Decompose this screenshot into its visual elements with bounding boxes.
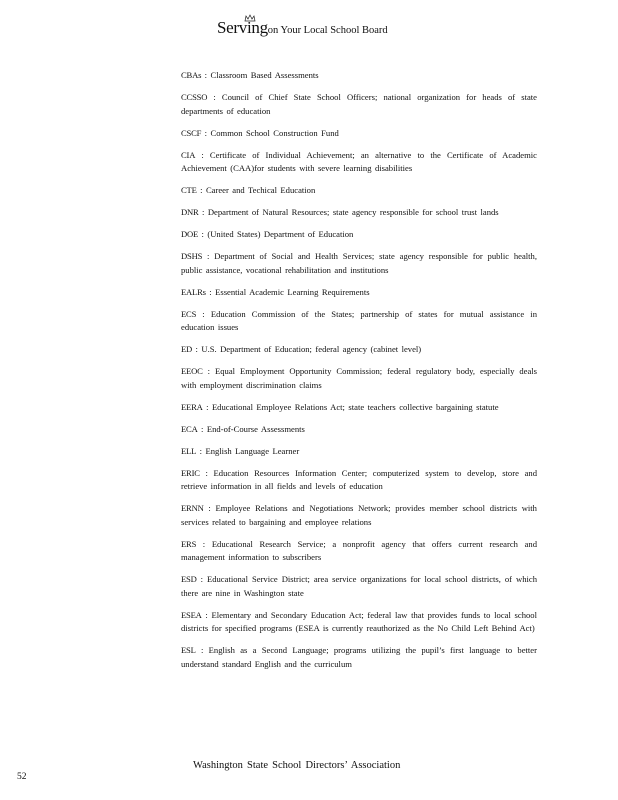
term-separator: : xyxy=(201,127,211,138)
term-separator: : xyxy=(201,70,211,80)
header-big-text: Serving xyxy=(217,18,268,37)
glossary-entry xyxy=(181,206,537,220)
glossary-entry xyxy=(181,308,537,335)
crown-icon xyxy=(244,14,256,22)
glossary-term: ED xyxy=(181,344,193,354)
glossary-entry xyxy=(181,445,537,459)
glossary-entry xyxy=(181,69,537,83)
term-separator: : xyxy=(195,149,210,160)
glossary-entry xyxy=(181,502,537,529)
term-separator: : xyxy=(201,609,212,620)
term-separator: : xyxy=(197,423,207,434)
glossary-entry xyxy=(181,538,537,565)
glossary-entry xyxy=(181,286,537,300)
glossary-term: CSCF xyxy=(181,127,202,138)
glossary-entry xyxy=(181,609,537,636)
glossary-entry xyxy=(181,91,537,118)
glossary-term: CIA xyxy=(181,149,196,160)
glossary-entry xyxy=(181,149,537,176)
glossary-entry xyxy=(181,127,537,141)
glossary-definition: U.S. Department of Education; federal agency (cabinet level) xyxy=(201,344,422,354)
glossary-entry xyxy=(181,250,537,277)
term-separator: : xyxy=(192,344,202,354)
header-rest-text: on Your Local School Board xyxy=(267,25,388,36)
term-separator: : xyxy=(202,251,215,261)
glossary-term: ESL xyxy=(181,645,196,655)
glossary-definition: End-of-Course Assessments xyxy=(206,423,305,434)
glossary-term: CTE xyxy=(181,185,197,195)
glossary-list xyxy=(181,69,537,680)
glossary-definition: Career and Techical Education xyxy=(205,185,316,195)
glossary-entry xyxy=(181,423,537,437)
glossary-term: DNR xyxy=(181,207,199,217)
term-separator: : xyxy=(196,308,211,319)
glossary-definition: English Language Learner xyxy=(205,445,300,456)
term-separator: : xyxy=(196,538,212,549)
glossary-definition: Employee Relations and Negotiations Network; provides member school districts with services related to bargaining and employee relations xyxy=(181,503,537,527)
glossary-definition: Council of Chief State School Officers; national organization for heads of state departments of education xyxy=(181,92,537,116)
glossary-term: ERNN xyxy=(181,503,204,513)
glossary-term: CCSSO xyxy=(181,92,208,102)
glossary-term: ERIC xyxy=(181,467,200,478)
glossary-term: ESEA xyxy=(181,609,202,620)
glossary-term: ERS xyxy=(181,538,197,549)
glossary-definition: Elementary and Secondary Education Act; federal law that provides funds to local school districts for specified programs (ESEA is currently reauthorized as the No Child Left Behind Act) xyxy=(181,609,537,633)
glossary-definition: Department of Social and Health Services; state agency responsible for public health, public assistance, vocational rehabilitation and institutions xyxy=(181,251,537,275)
term-separator: : xyxy=(205,286,216,297)
page-header xyxy=(217,18,388,38)
glossary-definition: Education Resources Information Center; computerized system to develop, store and retrieve information in all fields and levels of education xyxy=(181,467,537,491)
term-separator: : xyxy=(202,401,212,412)
glossary-entry xyxy=(181,365,537,392)
glossary-definition: Educational Service District; area service organizations for local school districts, of which there are nine in Washington state xyxy=(181,574,537,598)
glossary-entry xyxy=(181,184,537,198)
glossary-term: ESD xyxy=(181,574,197,584)
page-footer: Washington State School Directors’ Association xyxy=(193,760,401,771)
glossary-definition: Educational Research Service; a nonprofit agency that offers current research and management information to subscribers xyxy=(181,538,537,562)
term-separator: : xyxy=(198,207,208,217)
glossary-term: EEOC xyxy=(181,366,203,376)
glossary-definition: Common School Construction Fund xyxy=(210,127,339,138)
glossary-term: EALRs xyxy=(181,286,206,297)
glossary-term: EERA xyxy=(181,401,203,412)
glossary-term: ECS xyxy=(181,308,197,319)
glossary-definition: Educational Employee Relations Act; state teachers collective bargaining statute xyxy=(211,401,499,412)
page-number: 52 xyxy=(17,772,27,782)
glossary-term: DOE xyxy=(181,229,199,239)
glossary-definition: Equal Employment Opportunity Commission; federal regulatory body, especially deals with employment discrimination claims xyxy=(181,366,538,390)
glossary-definition: (United States) Department of Education xyxy=(207,229,354,239)
term-separator: : xyxy=(196,445,206,456)
header-serving-word xyxy=(217,18,268,37)
glossary-definition: Education Commission of the States; partnership of states for mutual assistance in education issues xyxy=(181,308,537,332)
glossary-entry xyxy=(181,343,537,357)
glossary-definition: Department of Natural Resources; state agency responsible for school trust lands xyxy=(207,207,499,217)
glossary-term: ELL xyxy=(181,445,197,456)
glossary-definition: Essential Academic Learning Requirements xyxy=(215,286,370,297)
glossary-entry xyxy=(181,573,537,600)
term-separator: : xyxy=(198,229,208,239)
term-separator: : xyxy=(207,92,222,102)
glossary-definition: English as a Second Language; programs utilizing the pupil’s first language to better understand standard English and the curriculum xyxy=(181,645,537,669)
glossary-entry xyxy=(181,228,537,242)
glossary-definition: Classroom Based Assessments xyxy=(210,70,319,80)
glossary-term: CBAs xyxy=(181,70,202,80)
term-separator: : xyxy=(195,645,209,655)
term-separator: : xyxy=(196,185,206,195)
term-separator: : xyxy=(202,366,215,376)
glossary-entry xyxy=(181,467,537,494)
glossary-entry xyxy=(181,401,537,415)
term-separator: : xyxy=(199,467,214,478)
term-separator: : xyxy=(196,574,207,584)
term-separator: : xyxy=(203,503,216,513)
glossary-term: DSHS xyxy=(181,251,203,261)
glossary-definition: Certificate of Individual Achievement; an alternative to the Certificate of Academic Achievement (CAA)for students with severe learning disabilities xyxy=(181,149,537,173)
glossary-term: ECA xyxy=(181,423,198,434)
glossary-entry xyxy=(181,644,537,671)
